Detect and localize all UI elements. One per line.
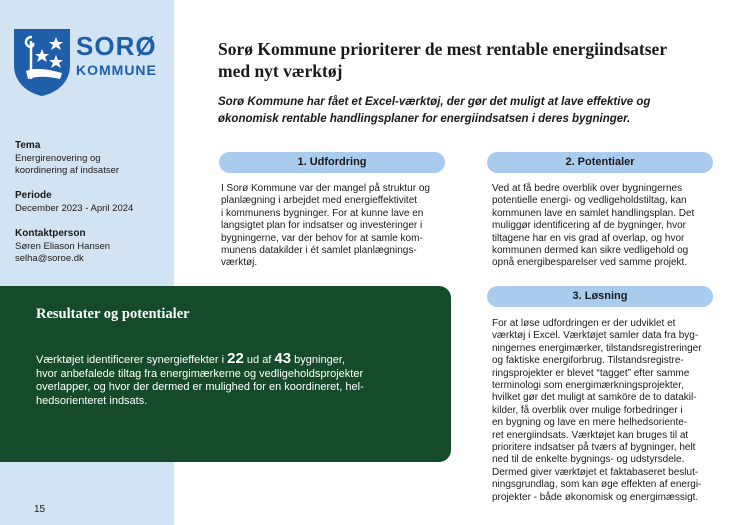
results-line-first [36, 352, 436, 368]
text-line: kommunen lave en samlet handlingsplan. Det [492, 207, 695, 219]
results-text-before: Værktøjet identificerer synergieffekter i [36, 354, 228, 366]
logo-line2: KOMMUNE [76, 62, 157, 78]
results-text-mid: ud af [243, 354, 275, 366]
periode-label: Periode [15, 190, 52, 201]
text-line: tiltagene har en vis grad af overlap, og hvor [492, 232, 685, 244]
results-box [0, 286, 451, 462]
text-line: muliggør identificering af de bygninger, hvor [492, 220, 686, 232]
text-line: ringsprojekter er blevet “tagget” efter samme [492, 367, 690, 379]
text-line: kommunen dermed kan sikre vedligehold og [492, 245, 689, 257]
section-heading-loesning: 3. Løsning [487, 286, 713, 307]
text-line: værktøj i Excel. Værktøjet samler data fra byg- [492, 330, 699, 342]
tema-label: Tema [15, 140, 41, 151]
kontakt-name: Søren Eliason Hansen [15, 241, 111, 252]
results-num-43: 43 [274, 350, 292, 367]
results-line: overlapper, og hvor der dermed er mulighed for en koordineret, hel- [36, 381, 364, 393]
results-body [36, 352, 436, 408]
text-line: ret energiindsats. Værktøjet kan bruges til at [492, 429, 689, 441]
text-line: projekter - både økonomisk og energimæssigt. [492, 491, 699, 503]
text-line: Ved at få bedre overblik over bygningernes [492, 183, 683, 194]
text-line: i kommunens bygninger. For at kunne lave en [221, 207, 424, 219]
coat-of-arms-shield [14, 29, 70, 96]
section-body-loesning [492, 318, 724, 504]
meta-periode [15, 190, 133, 215]
text-line: en bygning og lave en mere helhedsoriente- [492, 417, 688, 429]
results-line: hvor anbefalede tiltag fra energimærkerne og vedligeholdsprojekter [36, 367, 364, 380]
kontakt-label: Kontaktperson [15, 228, 86, 239]
text-line: ningernes energimærker, tilstandsregistreringer [492, 342, 702, 354]
logo-wordmark [76, 33, 157, 77]
results-text-end: bygninger, [291, 354, 345, 366]
text-line: planlægning i arbejdet med energieffektivitet [221, 195, 418, 207]
text-line: Dermed giver værktøjet et faktabaseret beslut- [492, 466, 699, 478]
text-line: og faktiske energiforbrug. Tilstandsregistre- [492, 355, 684, 367]
text-line: langsigtet plan for indsatser og investeringer i [221, 220, 423, 232]
meta-kontakt [15, 228, 110, 265]
text-line: bygningerne, var der behov for at samle kom- [221, 232, 423, 244]
kontakt-email[interactable]: selha@soroe.dk [15, 253, 84, 264]
section-body-potentialer [492, 183, 722, 270]
section-body-udfordring [221, 183, 451, 270]
results-line: hedsorienteret indsats. [36, 394, 148, 407]
text-line: ningsgrundlag, som kan øge effekten af energi- [492, 479, 702, 491]
text-line: ned til de enkelte bygnings- og udstyrsdele. [492, 454, 685, 466]
logo-line1: SORØ [76, 31, 157, 61]
text-line: I Sorø Kommune var der mangel på struktur og [221, 183, 430, 194]
text-line: For at løse udfordringen er der udviklet et [492, 318, 676, 329]
text-line: munens datakilder i ét samlet planlægnings- [221, 245, 417, 257]
intro-text: Sorø Kommune har fået et Excel-værktøj, der gør det muligt at lave effektive og økonomisk rentable handlingsplaner for energiindsatsen i deres bygninger. [218, 96, 651, 125]
page-title: Sorø Kommune prioriterer de mest rentable energiindsatser med nyt værktøj [218, 39, 667, 81]
meta-tema [15, 140, 133, 177]
text-line: terminologi som energimærkningsprojekter, [492, 380, 684, 392]
page-number: 15 [34, 504, 46, 515]
text-line: kilder, få overblik over mulige forbedringer i [492, 404, 683, 416]
text-line: værktøj. [221, 257, 258, 269]
results-num-22: 22 [227, 350, 244, 367]
results-title: Resultater og potentialer [36, 306, 190, 322]
section-heading-udfordring: 1. Udfordring [219, 152, 445, 173]
text-line: potentielle energi- og vedligeholdstiltag, kan [492, 195, 687, 207]
periode-value: December 2023 - April 2024 [15, 203, 134, 214]
text-line: hvilket gør det muligt at samköre de to datakil- [492, 392, 697, 404]
text-line: prioritere indsatser på tværs af bygninger, helt [492, 442, 696, 454]
tema-value: Energirenovering og koordinering af indsatser [15, 153, 120, 176]
text-line: opnå energibesparelser ved samme projekt. [492, 257, 688, 269]
section-heading-potentialer: 2. Potentialer [487, 152, 713, 173]
